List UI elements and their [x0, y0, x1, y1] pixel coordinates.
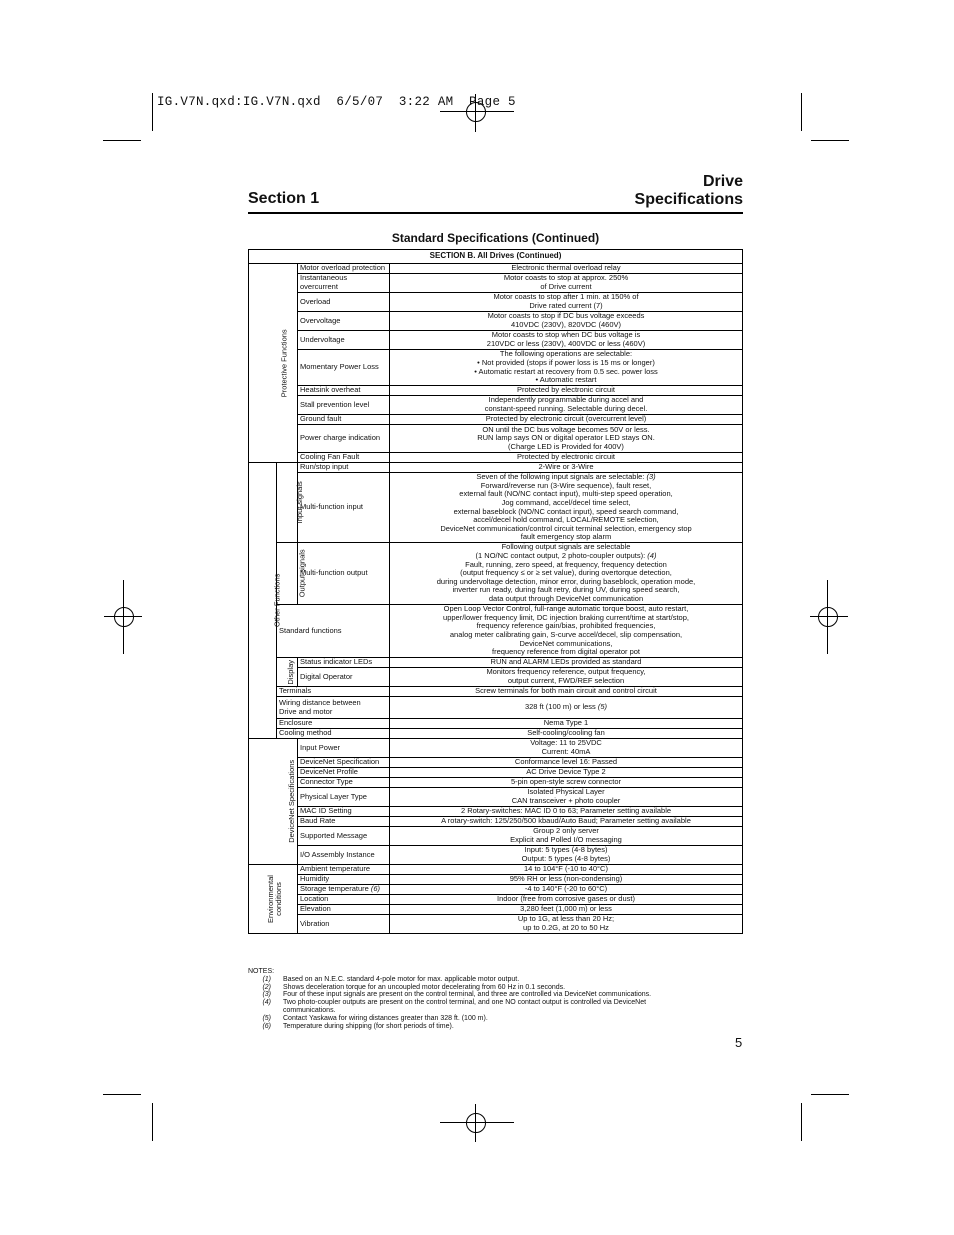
label-text: Overload — [300, 296, 331, 306]
row-label — [298, 274, 390, 293]
value-text: Electronic thermal overload relay — [511, 263, 621, 273]
note-text: Contact Yaskawa for wiring distances greater than 328 ft. (100 m). — [283, 1014, 488, 1022]
table-row — [249, 865, 743, 875]
row-label — [298, 396, 390, 415]
label-text: Undervoltage — [300, 334, 345, 344]
label-text: Ambient temperature — [300, 864, 371, 874]
notes — [248, 968, 743, 1030]
crop-mark — [801, 1103, 802, 1141]
row-value — [390, 846, 743, 865]
row-label — [277, 697, 390, 719]
label-text: Elevation — [300, 904, 331, 914]
row-value — [390, 758, 743, 768]
value-text: Protected by electronic circuit — [517, 452, 615, 462]
row-label — [298, 915, 390, 934]
table-row — [249, 312, 743, 331]
table-row — [249, 768, 743, 778]
value-text: Forward/reverse run (3-Wire sequence), fault reset, external fault (NO/NC contact input), multi-step speed operation, Jog command, accel/decel time select, external baseblock (NO/NC contact input), speed search command, accel/decel hold command, LOCAL/REMOTE selection, DeviceNet communication/control circuit terminal selection, emergency stop fault emergency stop alarm — [440, 480, 692, 542]
note-reference: (4) — [647, 551, 657, 561]
value-text: ON until the DC bus voltage becomes 50V or less. RUN lamp says ON or digital operator LED stays ON. (Charge LED is Provided for 400V) — [477, 424, 655, 451]
label-text: Standard functions — [279, 625, 342, 635]
note-reference: (3) — [646, 472, 656, 482]
spec-table — [248, 249, 743, 934]
table-row — [249, 846, 743, 865]
table-row — [249, 778, 743, 788]
registration-mark — [818, 607, 838, 627]
registration-line — [827, 580, 828, 654]
table-row — [249, 807, 743, 817]
row-label — [298, 905, 390, 915]
category-label — [267, 875, 283, 923]
label-text: Connector Type — [300, 777, 353, 787]
note-number: (5) — [262, 1014, 271, 1022]
row-value — [390, 865, 743, 875]
row-value — [390, 473, 743, 543]
row-label — [298, 293, 390, 312]
note-item — [248, 991, 743, 999]
note-number: (1) — [262, 975, 271, 983]
value-text: RUN and ALARM LEDs provided as standard — [490, 657, 642, 667]
value-text: -4 to 140°F (-20 to 60°C) — [524, 884, 608, 894]
row-label — [298, 453, 390, 463]
label-text: Multi-function input — [300, 502, 363, 512]
row-value — [390, 453, 743, 463]
category-label: DeviceNet Specifications — [287, 760, 297, 843]
value-text: 95% RH or less (non-condensing) — [509, 874, 623, 884]
row-value — [390, 807, 743, 817]
label-text: Terminals — [279, 686, 312, 696]
row-value — [390, 463, 743, 473]
note-number: (3) — [262, 991, 271, 999]
row-value — [390, 274, 743, 293]
value-text: Open Loop Vector Control, full-range automatic torque boost, auto restart, upper/lower frequency limit, DC injection braking current/time at start/stop, frequency reference gain/bias, prohibited frequencies, analog meter calibrating gain, S-curve accel/decel, slip compensation, DeviceNet communications, frequency reference from digital operator pot — [443, 604, 689, 657]
row-value — [390, 915, 743, 934]
note-item — [248, 1023, 743, 1031]
row-label — [298, 807, 390, 817]
value-text: 2-Wire or 3-Wire — [538, 462, 594, 472]
table-row — [249, 885, 743, 895]
label-text: Status indicator LEDs — [300, 657, 373, 667]
row-value — [390, 668, 743, 687]
row-value — [390, 687, 743, 697]
value-text: 3,280 feet (1,000 m) or less — [520, 904, 612, 914]
category-label: Other Functions — [272, 573, 282, 628]
row-value — [390, 425, 743, 453]
registration-line — [440, 1122, 514, 1123]
category-label: Display — [286, 659, 295, 685]
value-text: Motor coasts to stop when DC bus voltage is 210VDC or less (230V), 400VDC or less (460V) — [486, 330, 646, 348]
label-text: DeviceNet Specification — [300, 757, 380, 767]
table-row — [249, 274, 743, 293]
value-text: Up to 1G, at less than 20 Hz; up to 0.2G, at 20 to 50 Hz — [517, 914, 615, 932]
row-value — [390, 293, 743, 312]
note-item — [248, 999, 743, 1015]
row-label — [298, 846, 390, 865]
crop-mark — [152, 93, 153, 131]
note-number: (2) — [262, 983, 271, 991]
value-text: Independently programmable during accel and constant-speed running. Selectable during decel. — [484, 395, 648, 413]
label-text: MAC ID Setting — [300, 806, 352, 816]
table-row — [249, 697, 743, 719]
value-text: AC Drive Device Type 2 — [526, 767, 606, 777]
category-environmental-conditions — [249, 865, 298, 934]
row-label — [298, 264, 390, 274]
note-number: (6) — [262, 1022, 271, 1030]
row-label — [298, 817, 390, 827]
row-label — [294, 473, 390, 543]
category-devicenet-specifications — [249, 739, 298, 865]
label-text: DeviceNet Profile — [300, 767, 358, 777]
category-protective-functions — [249, 264, 298, 463]
row-label — [298, 758, 390, 768]
row-label — [298, 778, 390, 788]
label-text: Power charge indication — [300, 433, 381, 443]
value-text: Following output signals are selectable — [501, 542, 631, 552]
notes-heading: NOTES: — [248, 968, 275, 975]
value-text: Self-cooling/cooling fan — [527, 728, 605, 738]
registration-line — [475, 1104, 476, 1142]
row-value — [390, 697, 743, 719]
row-label — [298, 386, 390, 396]
note-text: Four of these input signals are present on the control terminal, and three are controlled via DeviceNet communications. — [283, 991, 652, 999]
table-row — [249, 264, 743, 274]
row-value — [390, 350, 743, 386]
row-label — [298, 425, 390, 453]
print-slug: IG.V7N.qxd:IG.V7N.qxd 6/5/07 3:22 AM Page 5 — [157, 95, 516, 109]
table-row — [249, 905, 743, 915]
row-value — [390, 788, 743, 807]
row-value — [390, 396, 743, 415]
value-text: Motor coasts to stop at approx. 250% of Drive current — [503, 273, 629, 291]
table-row — [249, 895, 743, 905]
category-label: Protective Functions — [279, 329, 289, 397]
row-label — [277, 729, 390, 739]
crop-mark — [103, 1094, 141, 1095]
value-text: Motor coasts to stop after 1 min. at 150% of Drive rated current (7) — [493, 292, 639, 310]
row-value — [390, 875, 743, 885]
row-value — [390, 827, 743, 846]
label-text: Stall prevention level — [300, 399, 370, 409]
row-value — [390, 543, 743, 605]
table-row — [249, 719, 743, 729]
row-label — [277, 719, 390, 729]
row-value — [390, 331, 743, 350]
label-text: Location — [300, 894, 329, 904]
value-text: 2 Rotary-switches: MAC ID 0 to 63; Parameter setting available — [460, 806, 672, 816]
registration-mark — [466, 1113, 486, 1133]
table-row — [249, 729, 743, 739]
value-text: Group 2 only server Explicit and Polled I/O messaging — [510, 826, 622, 844]
table-row — [249, 425, 743, 453]
table-row — [249, 739, 743, 758]
label-text: Supported Message — [300, 830, 368, 840]
table-row — [249, 293, 743, 312]
crop-mark — [103, 140, 141, 141]
header-rule — [248, 212, 743, 214]
row-label — [298, 543, 390, 605]
value-text: Screw terminals for both main circuit and control circuit — [475, 686, 657, 696]
page-title-line: Drive — [702, 173, 743, 190]
label-text: Ground fault — [300, 414, 342, 424]
label-text: Physical Layer Type — [300, 791, 367, 801]
table-row — [249, 668, 743, 687]
row-value — [390, 658, 743, 668]
label-text: Instantaneous overcurrent — [300, 273, 348, 291]
category-other-functions — [249, 463, 282, 739]
label-text: Cooling method — [279, 728, 332, 738]
value-text: Protected by electronic circuit — [517, 385, 615, 395]
row-value — [390, 312, 743, 331]
table-row — [249, 350, 743, 386]
note-text: Based on an N.E.C. standard 4-pole motor for max. applicable motor output. — [283, 975, 520, 983]
note-reference: (5) — [597, 702, 608, 712]
row-value — [390, 415, 743, 425]
table-row — [249, 396, 743, 415]
row-label — [298, 895, 390, 905]
category-label: Output signals — [297, 549, 307, 598]
label-text: Enclosure — [279, 718, 313, 728]
label-text: I/O Assembly Instance — [300, 849, 375, 859]
value-text: Nema Type 1 — [543, 718, 589, 728]
value-text: 328 ft (100 m) or less — [524, 702, 598, 712]
value-text: Monitors frequency reference, output frequency, output current, FWD/REF selection — [486, 667, 646, 685]
label-text: Input Power — [300, 742, 341, 752]
note-text: Shows deceleration torque for an uncoupled motor decelerating from 60 Hz in 0.1 seconds. — [283, 983, 566, 991]
row-value — [390, 768, 743, 778]
value-text: Seven of the following input signals are selectable: — [476, 472, 647, 482]
label-text: Heatsink overheat — [300, 385, 361, 395]
crop-mark — [811, 140, 849, 141]
table-row — [249, 543, 743, 605]
row-value — [390, 885, 743, 895]
note-text: Two photo-coupler outputs are present on the control terminal, and one NO contact output is controlled via DeviceNet communications. — [283, 999, 647, 1014]
note-item — [248, 1015, 743, 1023]
value-text: Motor coasts to stop if DC bus voltage exceeds 410VDC (230V), 820VDC (460V) — [487, 311, 645, 329]
value-text: Fault, running, zero speed, at frequency, frequency detection (output frequency ≤ or ≥ set value), during overtorque detection, during undervoltage detection, minor error, during baseblock, operation mode, inverter run ready, during fault retry, during UV, during speed search, data output through DeviceNet communication — [436, 559, 696, 603]
table-row — [249, 605, 743, 658]
row-label — [298, 331, 390, 350]
row-label — [298, 415, 390, 425]
value-text: Input: 5 types (4-8 bytes) Output: 5 types (4-8 bytes) — [521, 845, 611, 863]
row-label — [298, 875, 390, 885]
row-label — [298, 463, 390, 473]
crop-mark — [152, 1103, 153, 1141]
note-text: Temperature during shipping (for short periods of time). — [283, 1022, 454, 1030]
value-text: Voltage: 11 to 25VDC Current: 40mA — [530, 738, 602, 756]
table-row — [249, 915, 743, 934]
note-reference: (6) — [370, 884, 381, 894]
table-row — [249, 453, 743, 463]
label-text: Motor overload protection — [300, 263, 386, 273]
row-value — [390, 895, 743, 905]
table-row — [249, 687, 743, 697]
row-label — [298, 668, 390, 687]
row-value — [390, 264, 743, 274]
note-item — [248, 976, 743, 984]
label-text: Run/stop input — [300, 462, 349, 472]
note-number: (4) — [262, 999, 271, 1007]
label-text: Cooling Fan Fault — [300, 452, 360, 462]
value-text: The following operations are selectable: • Not provided (stops if power loss is 15 ms or longer) • Automatic restart at recovery from 0.5 sec. power loss • Automatic restart — [474, 349, 658, 385]
table-row — [249, 463, 743, 473]
label-text: Humidity — [300, 874, 330, 884]
label-text: Digital Operator — [300, 671, 353, 681]
value-text: Indoor (free from corrosive gases or dust) — [497, 894, 635, 904]
category-label: Input signals — [294, 481, 304, 524]
table-row — [249, 386, 743, 396]
table-title: Standard Specifications (Continued) — [391, 231, 600, 245]
table-row — [249, 415, 743, 425]
table-row — [249, 758, 743, 768]
row-value — [390, 729, 743, 739]
category-label-line: Environmental — [265, 874, 275, 923]
registration-mark — [114, 607, 134, 627]
row-label — [298, 885, 390, 895]
label-text: Storage temperature — [300, 884, 371, 894]
table-row — [249, 658, 743, 668]
page-number: 5 — [735, 1035, 743, 1050]
row-label — [277, 605, 390, 658]
page-title-line: Specifications — [634, 191, 743, 208]
note-item — [248, 984, 743, 992]
row-value — [390, 605, 743, 658]
row-label — [298, 768, 390, 778]
table-row — [249, 473, 743, 543]
row-label — [298, 658, 390, 668]
row-value — [390, 719, 743, 729]
row-value — [390, 817, 743, 827]
row-label — [298, 827, 390, 846]
page-title — [635, 173, 743, 209]
label-text: Overvoltage — [300, 315, 341, 325]
row-label — [298, 865, 390, 875]
crop-mark — [801, 93, 802, 131]
subcategory-input-signals — [277, 463, 304, 543]
label-text: Vibration — [300, 918, 330, 928]
registration-line — [104, 616, 142, 617]
row-label — [277, 687, 390, 697]
table-row — [249, 817, 743, 827]
row-value — [390, 739, 743, 758]
value-text: 14 to 104°F (-10 to 40°C) — [524, 864, 608, 874]
table-row — [249, 827, 743, 846]
value-text: 5-pin open-style screw connector — [510, 777, 622, 787]
label-text: Wiring distance between Drive and motor — [279, 697, 361, 716]
row-value — [390, 778, 743, 788]
value-text: A rotary-switch: 125/250/500 kbaud/Auto Baud; Parameter setting available — [441, 816, 691, 826]
registration-line — [810, 616, 848, 617]
row-label — [298, 312, 390, 331]
label-text: Baud Rate — [300, 816, 336, 826]
row-label — [298, 788, 390, 807]
label-text: Momentary Power Loss — [300, 362, 379, 372]
table-row — [249, 875, 743, 885]
registration-line — [123, 580, 124, 654]
table-row — [249, 331, 743, 350]
value-text: Conformance level 16: Passed — [514, 757, 618, 767]
row-label — [298, 739, 390, 758]
value-text: Protected by electronic circuit (overcurrent level) — [485, 414, 647, 424]
row-label — [298, 350, 390, 386]
category-label-line: conditions — [273, 881, 283, 916]
row-value — [390, 905, 743, 915]
crop-mark — [811, 1094, 849, 1095]
value-text: Isolated Physical Layer CAN transceiver + photo coupler — [511, 787, 621, 805]
table-row — [249, 788, 743, 807]
section-heading: Section 1 — [248, 190, 320, 207]
registration-line — [440, 111, 514, 112]
section-header: SECTION B. All Drives (Continued) — [249, 250, 743, 264]
subcategory-display — [277, 658, 298, 687]
row-value — [390, 386, 743, 396]
label-text: Multi-function output — [300, 568, 368, 578]
value-text: (1 NO/NC contact output, 2 photo-coupler outputs): — [475, 551, 648, 561]
